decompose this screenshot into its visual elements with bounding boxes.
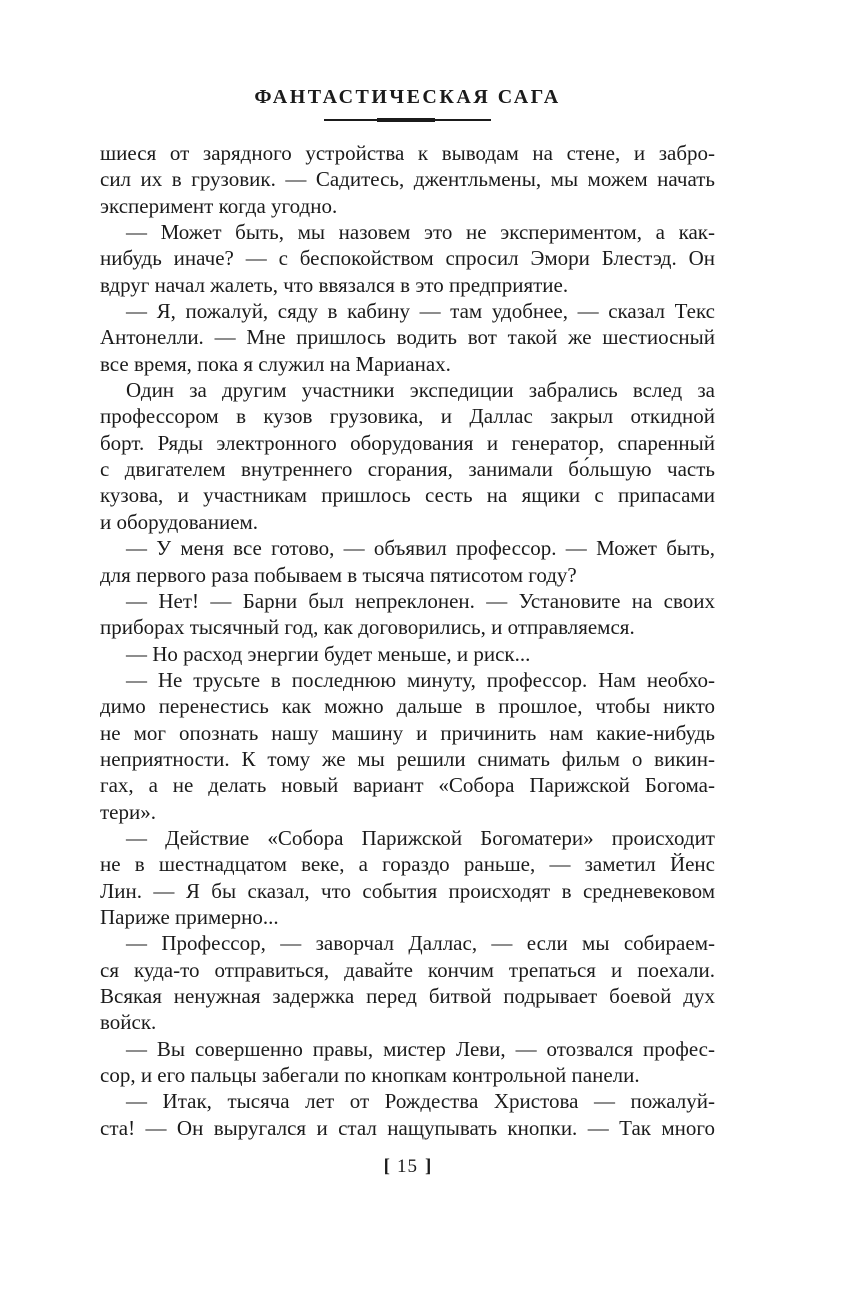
text-line: сор, и его пальцы забегали по кнопкам контрольной панели. — [100, 1063, 640, 1088]
text-line: с двигателем внутреннего сгорания, занимали бо́льшую часть — [100, 457, 715, 482]
text-line: Париже примерно... — [100, 904, 279, 929]
text-line: войск. — [100, 1010, 157, 1035]
header-rule-ornament — [100, 117, 715, 123]
text-line: шиеся от зарядного устройства к выводам на стене, и забро- — [100, 141, 715, 165]
text-line: борт. Ряды электронного оборудования и генератор, спаренный — [100, 430, 715, 455]
text-line: и оборудованием. — [100, 509, 259, 534]
text-line: Всякая ненужная задержка перед битвой подрывает боевой дух — [100, 984, 715, 1008]
page-number-bracket-open: [ — [383, 1156, 390, 1177]
text-line: для первого раза побываем в тысяча пятисотом году? — [100, 562, 577, 587]
text-line: — Не трусьте в последнюю минуту, профессор. Нам необхо- — [126, 667, 715, 692]
text-line: Лин. — Я бы сказал, что события происходят в средневековом — [100, 878, 715, 903]
text-line: все время, пока я служил на Марианах. — [100, 351, 451, 376]
page-number-bracket-close: ] — [425, 1156, 432, 1177]
text-line: — Профессор, — заворчал Даллас, — если мы собираем- — [126, 931, 715, 956]
text-line: профессором в кузов грузовика, и Даллас закрыл откидной — [100, 404, 715, 429]
text-line: Один за другим участники экспедиции забрались вслед за — [126, 378, 715, 403]
body-text — [100, 140, 715, 1141]
text-line: — Действие «Собора Парижской Богоматери» происходит — [126, 825, 715, 850]
text-line: — Я, пожалуй, сяду в кабину — там удобнее, — сказал Текс — [126, 299, 715, 324]
text-line: кузова, и участникам пришлось сесть на ящики с припасами — [100, 483, 715, 508]
rule-thick-line — [377, 118, 435, 122]
text-line: ся куда-то отправиться, давайте кончим трепаться и поехали. — [100, 957, 715, 982]
text-line: — Нет! — Барни был непреклонен. — Установите на своих — [126, 588, 715, 613]
text-line: — Итак, тысяча лет от Рождества Христова — пожалуй- — [126, 1089, 715, 1114]
text-line: димо перенестись как можно дальше в прошлое, чтобы никто — [100, 694, 715, 719]
page-number-value: 15 — [397, 1156, 418, 1177]
text-line: эксперимент когда угодно. — [100, 193, 338, 218]
text-line: вдруг начал жалеть, что ввязался в это предприятие. — [100, 272, 569, 297]
text-line: — Но расход энергии будет меньше, и риск... — [126, 641, 531, 666]
text-line: не мог опознать нашу машину и причинить нам какие-нибудь — [100, 720, 715, 745]
text-line: сил их в грузовик. — Садитесь, джентльмены, мы можем начать — [100, 167, 715, 192]
text-line: ста! — Он выругался и стал нащупывать кнопки. — Так много — [100, 1115, 715, 1140]
text-line: нибудь иначе? — с беспокойством спросил Эмори Блестэд. Он — [100, 246, 715, 271]
page-number — [100, 1155, 715, 1179]
text-line: — Может быть, мы назовем это не экспериментом, а как- — [126, 220, 715, 245]
text-line: неприятности. К тому же мы решили снимать фильм о викин- — [100, 746, 715, 771]
text-line: тери». — [100, 799, 156, 824]
text-line: — Вы совершенно правы, мистер Леви, — отозвался профес- — [126, 1036, 715, 1061]
text-line: Антонелли. — Мне пришлось водить вот такой же шестиосный — [100, 325, 715, 350]
text-line: — У меня все готово, — объявил профессор. — Может быть, — [126, 536, 715, 561]
running-header-title: ФАНТАСТИЧЕСКАЯ САГА — [254, 86, 561, 108]
text-line: гах, а не делать новый вариант «Собора Парижской Богома- — [100, 773, 715, 798]
text-line: приборах тысячный год, как договорились, и отправляемся. — [100, 615, 635, 640]
text-line: не в шестнадцатом веке, а гораздо раньше, — заметил Йенс — [100, 852, 715, 877]
